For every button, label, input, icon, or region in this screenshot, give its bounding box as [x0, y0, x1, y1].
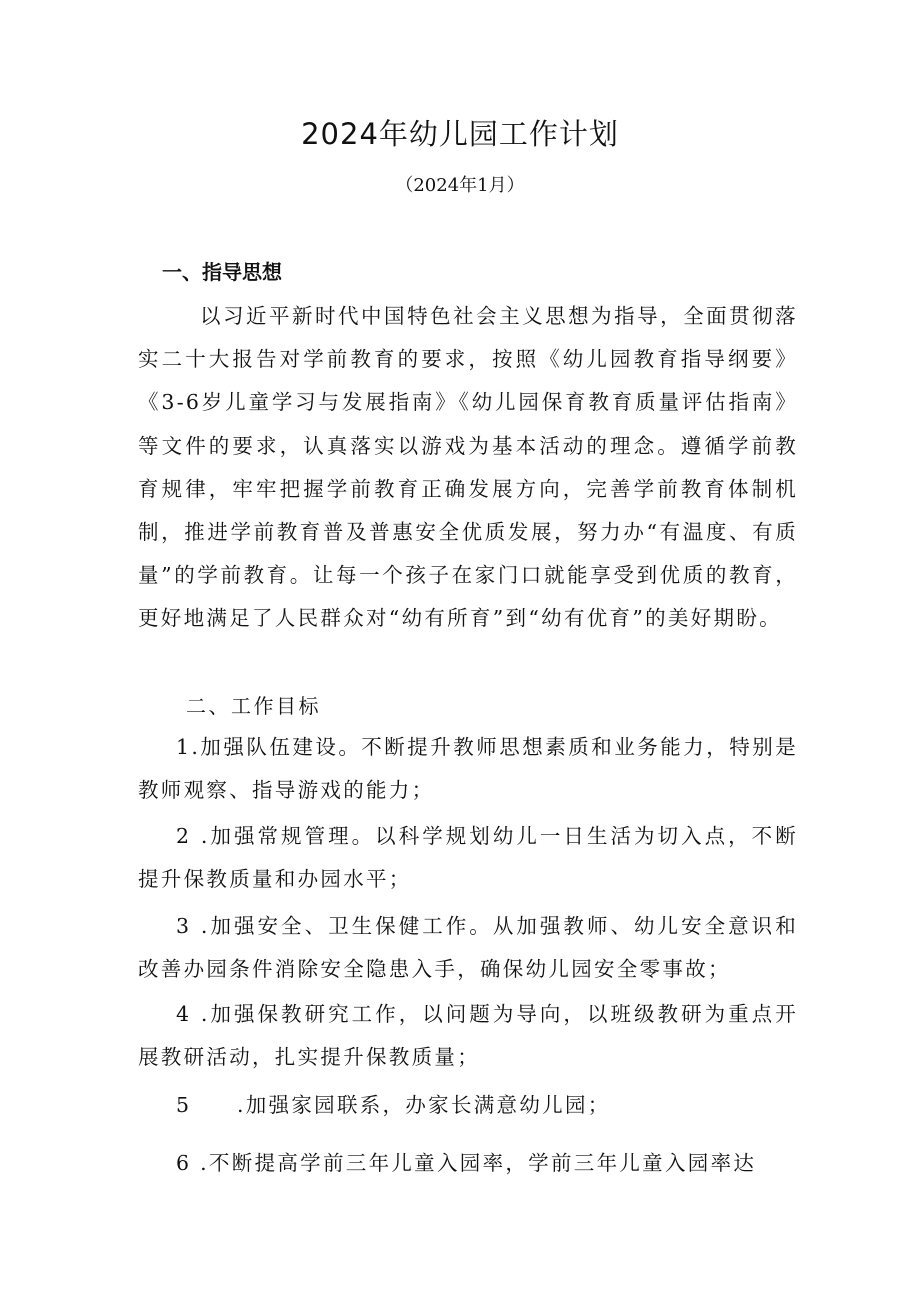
list-item-goal-4: 4 .加强保教研究工作，以问题为导向，以班级教研为重点开展教研活动，扎实提升保教质量； — [138, 1002, 798, 1070]
list-item-goal-5: 5 .加强家园联系，办家长满意幼儿园； — [176, 1093, 611, 1117]
list-item-goal-3: 3 .加强安全、卫生保健工作。从加强教师、幼儿安全意识和改善办园条件消除安全隐患入手，确保幼儿园安全零事故； — [138, 914, 798, 982]
document-date: （2024年1月） — [395, 175, 525, 196]
section-heading-work-goals: 二、工作目标 — [186, 694, 321, 718]
list-item-goal-1: 1.加强队伍建设。不断提升教师思想素质和业务能力，特别是教师观察、指导游戏的能力； — [138, 735, 798, 803]
document-title: 2024年幼儿园工作计划 — [301, 117, 619, 151]
paragraph-guiding-ideology: 以习近平新时代中国特色社会主义思想为指导，全面贯彻落实二十大报告对学前教育的要求，按照《幼儿园教育指导纲要》《3-6岁儿童学习与发展指南》《幼儿园保育教育质量评估指南》等文件的要求，认真落实以游戏为基本活动的理念。遵循学前教育规律，牢牢把握学前教育正确发展方向，完善学前教育体制机制，推进学前教育普及普惠安全优质发展，努力办“有温度、有质量”的学前教育。让每一个孩子在家门口就能享受到优质的教育，更好地满足了人民群众对“幼有所育”到“幼有优育”的美好期盼。 — [138, 304, 798, 631]
list-item-goal-2: 2 .加强常规管理。以科学规划幼儿一日生活为切入点，不断提升保教质量和办园水平； — [138, 824, 798, 892]
list-item-goal-6: 6 .不断提高学前三年儿童入园率，学前三年儿童入园率达 — [176, 1151, 757, 1175]
section-heading-guiding-ideology: 一、指导思想 — [162, 260, 282, 284]
